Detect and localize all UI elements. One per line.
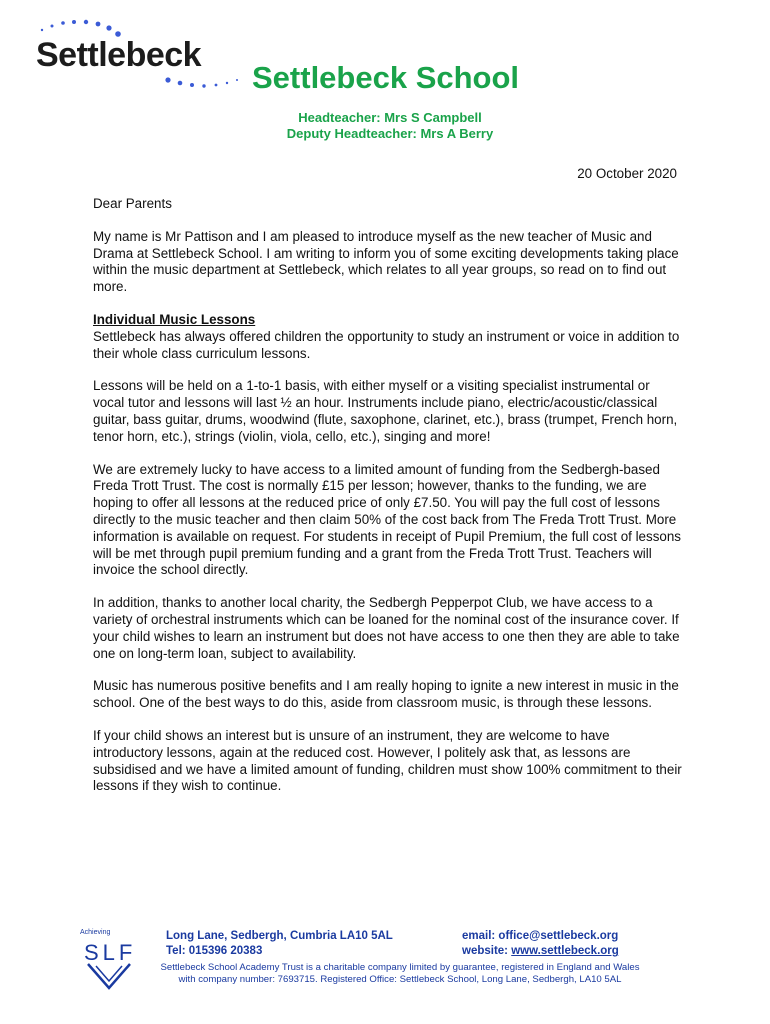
deputy-headteacher: Deputy Headteacher: Mrs A Berry <box>286 126 494 141</box>
legal-line-2: with company number: 7693715. Registered Office: Settlebeck School, Long Lane, Sedbergh, LA10 5AL <box>178 974 622 985</box>
website-link[interactable]: www.settlebeck.org <box>511 945 619 957</box>
letter-date: 20 October 2020 <box>577 166 677 181</box>
paragraph-3: We are extremely lucky to have access to a limited amount of funding from the Sedbergh-based Freda Trott Trust. The cost is normally £15 per lesson; however, thanks to the funding, we are hoping to offer all lessons at the reduced price of only £7.50. You will pay the full cost of lessons directly to the music teacher and then claim 50% of the cost back from The Freda Trott Trust. More information is available on request. For students in receipt of Pupil Premium, the full cost of lessons will be met through pupil premium funding and a grant from the Freda Trott Trust. Teachers will invoice the school directly. <box>93 461 681 578</box>
paragraph-5: Music has numerous positive benefits and I am really hoping to ignite a new interest in music in the school. One of the best ways to do this, aside from classroom music, is through these lessons. <box>93 678 679 711</box>
intro-paragraph: My name is Mr Pattison and I am pleased to introduce myself as the new teacher of Music and Drama at Settlebeck School. I am writing to inform you of some exciting developments taking place within the music department at Settlebeck, which relates to all year groups, so read on to find out more. <box>93 228 679 295</box>
paragraph-1: Settlebeck has always offered children the opportunity to study an instrument or voice in addition to their whole class curriculum lessons. <box>93 328 680 361</box>
paragraph-6: If your child shows an interest but is unsure of an instrument, they are welcome to have introductory lessons, again at the reduced cost. However, I politely ask that, as lessons are subsidised and we have a limited amount of funding, children must show 100% commitment to their lessons if they wish to continue. <box>93 727 682 794</box>
legal-line-1: Settlebeck School Academy Trust is a charitable company limited by guarantee, registered in England and Wales <box>160 962 640 973</box>
paragraph-4: In addition, thanks to another local charity, the Sedbergh Pepperpot Club, we have access to a variety of orchestral instruments which can be loaned for the nominal cost of the insurance cover. If your child wishes to learn an instrument but does not have access to one then they are able to take one on long-term loan, subject to availability. <box>93 595 680 661</box>
section-heading: Individual Music Lessons <box>93 311 256 327</box>
footer-address: Long Lane, Sedbergh, Cumbria LA10 5AL <box>166 930 393 942</box>
footer-address-block <box>166 929 393 959</box>
footer-contact-block <box>462 929 619 959</box>
footer-email[interactable]: email: office@settlebeck.org <box>462 930 619 942</box>
footer-website-line <box>462 944 619 959</box>
letter-body <box>93 196 683 811</box>
slf-letters: SLF <box>84 940 137 965</box>
website-label: website: <box>462 945 509 957</box>
school-name: Settlebeck School <box>252 60 520 95</box>
logo-wordmark: Settlebeck <box>36 36 202 74</box>
headteacher: Headteacher: Mrs S Campbell <box>298 110 482 125</box>
slf-caption: Achieving <box>80 929 111 936</box>
footer-legal-note <box>0 962 770 986</box>
music-lessons-section <box>93 312 683 362</box>
salutation: Dear Parents <box>93 196 172 211</box>
paragraph-2: Lessons will be held on a 1-to-1 basis, with either myself or a visiting specialist instrumental or vocal tutor and lessons will last ½ an hour. Instruments include piano, electric/acoustic/classical guitar, bass guitar, drums, woodwind (flute, saxophone, clarinet, etc.), brass (trumpet, French horn, tenor horn, etc.), strings (violin, viola, cello, etc.), singing and more! <box>93 378 678 444</box>
staff-block <box>0 110 770 142</box>
footer-telephone: Tel: 015396 20383 <box>166 945 263 957</box>
